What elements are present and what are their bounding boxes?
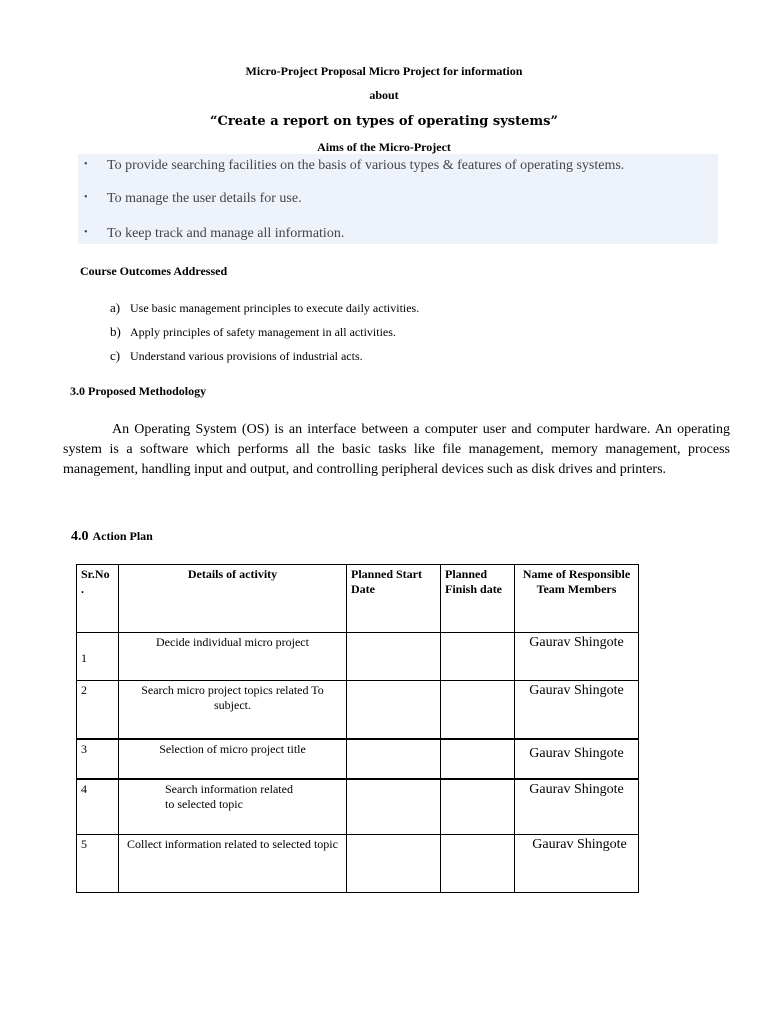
column-header-finish: Planned Finish date	[441, 565, 515, 633]
course-outcome-item	[110, 324, 396, 340]
section-number: 4.0	[71, 529, 89, 544]
bullet-icon: •	[84, 227, 88, 238]
methodology-paragraph: An Operating System (OS) is an interface between a computer user and computer hardware. An operating system is a software which performs all the basic tasks like file management, memory management, process management, handling input and output, and controlling peripheral devices such as disk drives and printers.	[63, 422, 730, 477]
cell-sr: 5	[77, 835, 119, 893]
cell-start	[347, 739, 441, 779]
cell-start	[347, 681, 441, 739]
cell-member: Gaurav Shingote	[515, 779, 639, 835]
bullet-icon: •	[84, 192, 88, 203]
cell-finish	[441, 681, 515, 739]
cell-activity: Search micro project topics related To subject.	[119, 681, 347, 739]
cell-activity: Search information related to selected topic	[119, 779, 347, 835]
cell-start	[347, 633, 441, 681]
cell-sr: 4	[77, 779, 119, 835]
list-marker: b)	[110, 324, 121, 339]
proposal-heading-line2: about	[369, 88, 399, 102]
cell-member: Gaurav Shingote	[515, 835, 639, 893]
table-header-row	[77, 565, 639, 633]
course-outcomes-heading: Course Outcomes Addressed	[80, 264, 228, 278]
action-plan-table	[76, 564, 639, 893]
aim-text: To provide searching facilities on the basis of various types & features of operating systems.	[107, 158, 625, 173]
aim-text: To manage the user details for use.	[107, 191, 302, 206]
section-title: Action Plan	[92, 529, 153, 543]
course-outcome-text: Use basic management principles to execute daily activities.	[130, 301, 420, 315]
column-header-sr: Sr.No .	[77, 565, 119, 633]
course-outcome-item	[110, 300, 419, 316]
cell-member: Gaurav Shingote	[515, 633, 639, 681]
cell-finish	[441, 779, 515, 835]
cell-finish	[441, 739, 515, 779]
report-title: “Create a report on types of operating systems”	[210, 114, 558, 129]
table-row	[77, 681, 639, 739]
list-marker: c)	[110, 348, 121, 363]
course-outcome-text: Apply principles of safety management in all activities.	[130, 325, 396, 339]
cell-finish	[441, 633, 515, 681]
column-header-start: Planned Start Date	[347, 565, 441, 633]
column-header-members: Name of Responsible Team Members	[515, 565, 639, 633]
cell-finish	[441, 835, 515, 893]
column-header-activity: Details of activity	[119, 565, 347, 633]
table-row	[77, 835, 639, 893]
proposal-heading-line1: Micro-Project Proposal Micro Project for information	[245, 64, 523, 78]
methodology-heading: 3.0 Proposed Methodology	[70, 384, 207, 398]
cell-member: Gaurav Shingote	[515, 739, 639, 779]
cell-activity: Selection of micro project title	[119, 739, 347, 779]
aims-list	[78, 154, 718, 244]
course-outcome-item	[110, 348, 363, 364]
bullet-icon: •	[84, 159, 88, 170]
cell-member: Gaurav Shingote	[515, 681, 639, 739]
cell-sr: 2	[77, 681, 119, 739]
table-row	[77, 633, 639, 681]
course-outcome-text: Understand various provisions of industrial acts.	[130, 349, 363, 363]
aims-heading: Aims of the Micro-Project	[317, 140, 451, 154]
aim-text: To keep track and manage all information.	[107, 226, 345, 241]
cell-activity: Collect information related to selected topic	[119, 835, 347, 893]
cell-sr: 1	[77, 633, 119, 681]
cell-start	[347, 835, 441, 893]
list-marker: a)	[110, 300, 121, 315]
cell-start	[347, 779, 441, 835]
cell-sr: 3	[77, 739, 119, 779]
cell-activity: Decide individual micro project	[119, 633, 347, 681]
table-row	[77, 739, 639, 779]
table-row	[77, 779, 639, 835]
action-plan-heading	[71, 527, 153, 545]
